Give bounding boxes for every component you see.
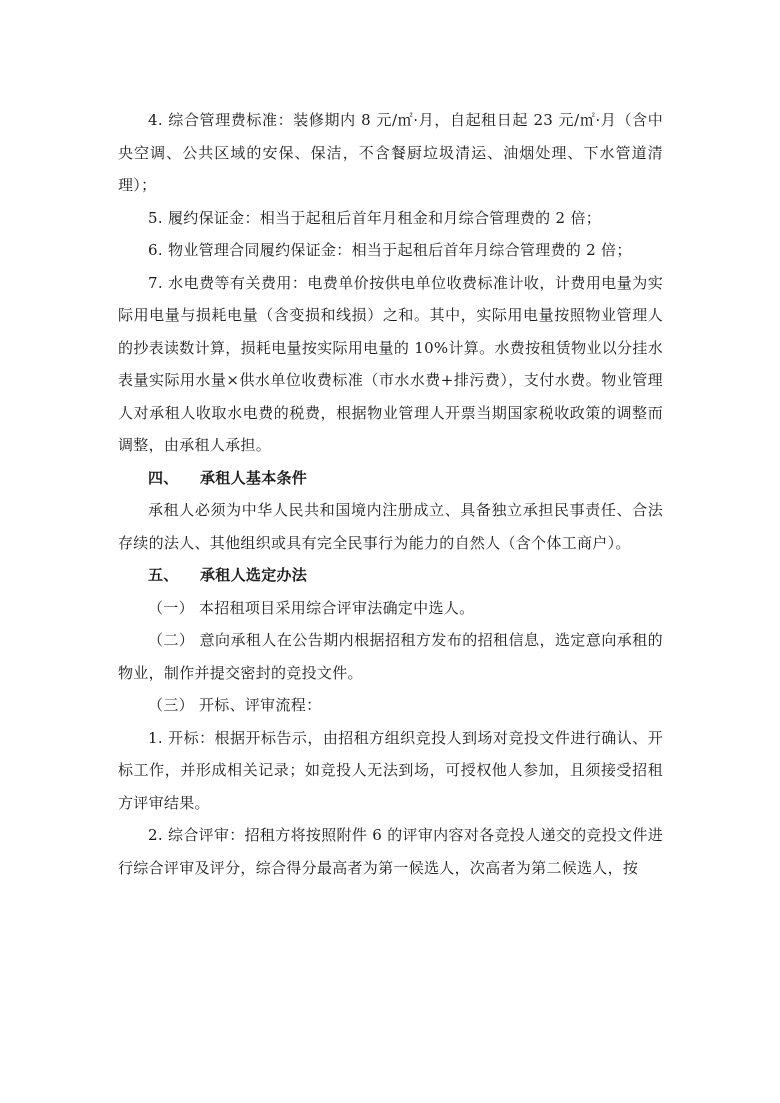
section-number: 四、 [148, 468, 179, 487]
section-title: 承租人基本条件 [200, 468, 308, 487]
section-5-item: （二） 意向承租人在公告期内根据招租方发布的招租信息，选定意向承租的物业，制作并提交密封的竞投文件。 [118, 631, 663, 682]
section-5-item: 1. 开标：根据开标告示，由招租方组织竞投人到场对竞投文件进行确认、开标工作，并形成相关记录；如竞投人无法到场，可授权他人参加，且须接受招租方评审结果。 [118, 728, 663, 812]
section-5-item: （一） 本招租项目采用综合评审法确定中选人。 [148, 598, 475, 617]
section-title: 承租人选定办法 [200, 566, 308, 584]
section-5-item: （三） 开标、评审流程： [148, 696, 322, 714]
section-heading-5 [118, 559, 663, 592]
clause-property-deposit: 6. 物业管理合同履约保证金：相当于起租后首年月综合管理费的 2 倍； [148, 241, 632, 259]
section-number: 五、 [148, 566, 179, 584]
section-5-item: 2. 综合评审：招租方将按照附件 6 的评审内容对各竞投人递交的竞投文件进行综合评审及评分，综合得分最高者为第一候选人，次高者为第二候选人，按 [118, 826, 663, 877]
clause-performance-deposit: 5. 履约保证金：相当于起租后首年月租金和月综合管理费的 2 倍； [148, 208, 602, 227]
clause-utility-fees: 7. 水电费等有关费用：电费单价按供电单位收费标准计收，计费用电量为实际用电量与损耗电量（含变损和线损）之和。其中，实际用电量按照物业管理人的抄表读数计算，损耗电量按实际用电量的 10%计算。水费按租赁物业以分挂水表量实际用水量×供水单位收费标准（市水水费+排污费），支付水费。物业管理人对承租人收取水电费的税费，根据物业管理人开票当期国家税收政策的调整而调整，由承租人承担。 [118, 273, 663, 454]
section-4-body: 承租人必须为中华人民共和国境内注册成立、具备独立承担民事责任、合法存续的法人、其他组织或具有完全民事行为能力的自然人（含个体工商户）。 [118, 501, 663, 552]
clause-management-fee: 4. 综合管理费标准：装修期内 8 元/㎡·月，自起租日起 23 元/㎡·月（含中央空调、公共区域的安保、保洁，不含餐厨垃圾清运、油烟处理、下水管道清理）； [118, 111, 663, 194]
section-heading-4 [118, 462, 663, 495]
document-body [118, 104, 663, 884]
